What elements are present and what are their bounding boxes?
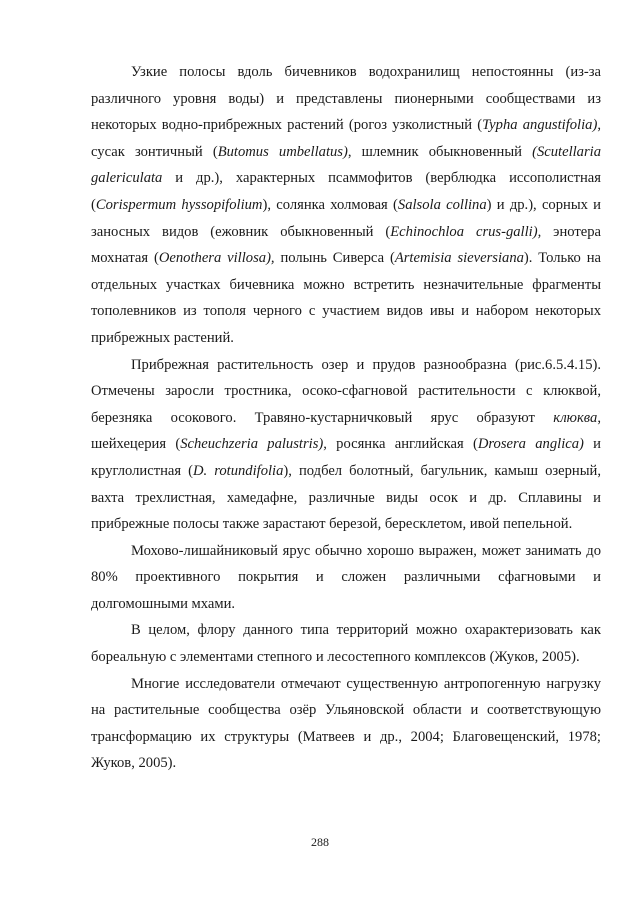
text-run: и др.), характерных псаммофитов (верблюдка иссополистная (: [91, 170, 601, 213]
text-run: , росянка английская (: [323, 436, 478, 453]
paragraph: [91, 59, 601, 352]
text-run: Многие исследователи отмечают существенную антропогенную нагрузку на растительные сообщества озёр Ульяновской области и соответствующую трансформацию их структуры (Матвеев и др., 2004; Благовещенский, 1978; Жуков, 2005).: [91, 675, 601, 772]
text-run: , шлемник обыкновенный: [347, 143, 533, 160]
italic-text-run: Drosera anglica): [477, 436, 584, 453]
paragraph: [91, 352, 601, 538]
italic-text-run: (Scutellaria galericulata: [91, 143, 602, 187]
text-run: ). Только на отдельных участках бичевника можно встретить незначительные фрагменты тополевников из тополя черного с участием видов ивы и набором некоторых прибрежных растений.: [91, 250, 601, 346]
text-run: Мохово-лишайниковый ярус обычно хорошо выражен, может занимать до 80% проективного покрытия и сложен различными сфагновыми и долгомошными мхами.: [91, 542, 601, 612]
italic-text-run: Corispermum hyssopifolium: [95, 196, 263, 213]
text-run: Прибрежная растительность озер и прудов разнообразна (рис.6.5.4.15). Отмечены заросли тростника, осоко-сфагновой растительности с клюквой, березняка осокового. Травяно-кустарничковый ярус образуют: [91, 356, 601, 426]
italic-text-run: Scheuchzeria palustris): [180, 436, 324, 453]
italic-text-run: D. rotundifolia: [192, 462, 284, 479]
italic-text-run: Salsola collina: [397, 196, 487, 213]
italic-text-run: Oenothera villosa),: [158, 250, 275, 267]
italic-text-run: Echinochloa crus-galli),: [390, 223, 542, 240]
italic-text-run: Artemisia sieversiana: [394, 250, 524, 267]
italic-text-run: Butomus umbellatus): [217, 143, 348, 160]
text-run: ), подбел болотный, багульник, камыш озерный, вахта трехлистная, хамедафне, различные виды осок и др. Сплавины и прибрежные полосы также зарастают березой, бересклетом, ивой пепельной.: [91, 462, 601, 533]
page-body: [91, 59, 601, 777]
text-run: полынь Сиверса (: [274, 250, 395, 267]
italic-text-run: клюква: [553, 409, 598, 426]
paragraph: [91, 617, 601, 670]
text-run: В целом, флору данного типа территорий можно охарактеризовать как бореальную с элементами степного и лесостепного комплексов (Жуков, 2005).: [91, 622, 601, 666]
italic-text-run: Typha angustifolia): [482, 117, 598, 134]
text-run: и круглолистная (: [91, 436, 601, 479]
page-number: 288: [311, 835, 329, 849]
paragraph: [91, 671, 601, 777]
text-run: Узкие полосы вдоль бичевников водохранилищ непостоянны (из-за различного уровня воды) и представлены пионерными сообществами из некоторых водно-прибрежных растений (рогоз узколистный (: [91, 64, 601, 134]
text-run: ) и др.), сорных и заносных видов (ежовник обыкновенный (: [91, 196, 601, 240]
text-run: энотера мохнатая (: [91, 223, 601, 267]
paragraph: [91, 538, 601, 618]
text-run: , сусак зонтичный (: [91, 117, 601, 160]
text-run: ), солянка холмовая (: [262, 196, 398, 213]
text-run: , шейхецерия (: [91, 409, 601, 453]
